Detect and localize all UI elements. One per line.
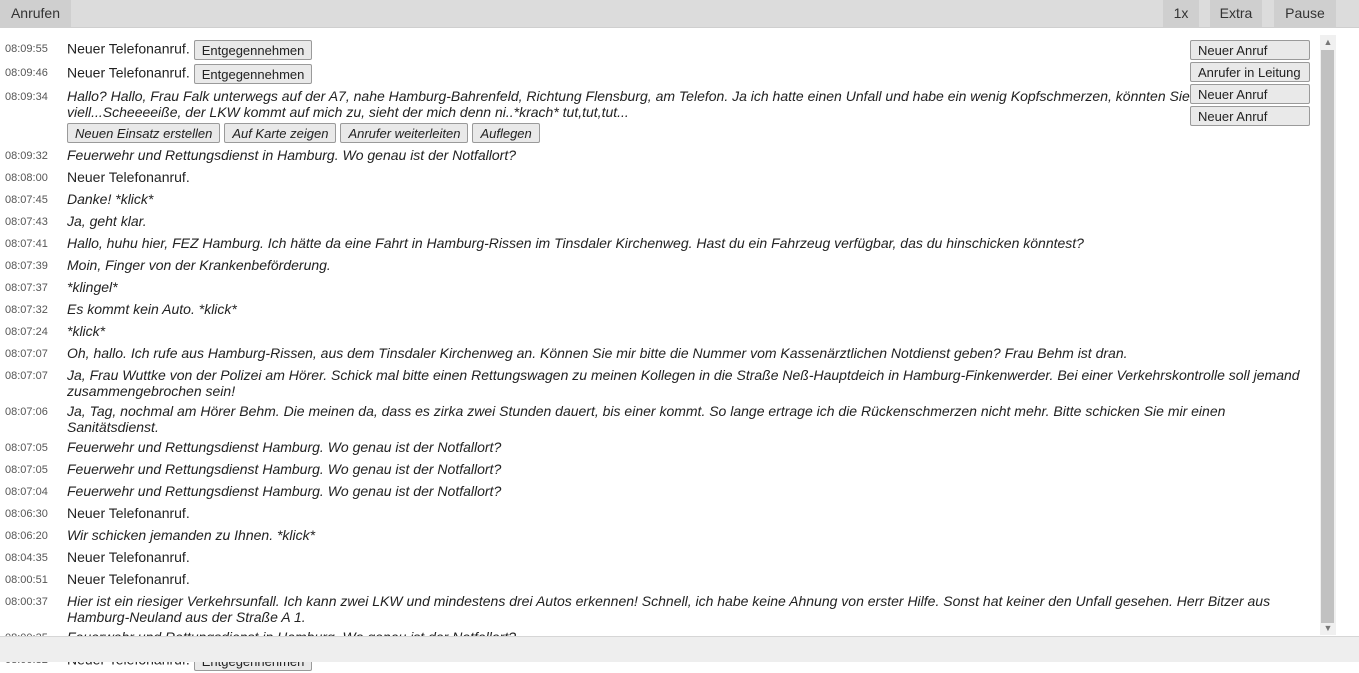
log-row [0, 547, 1320, 567]
speed-button[interactable]: 1x [1163, 0, 1199, 27]
log-message-text: Danke! *klick* [67, 191, 154, 207]
call-log-panel [0, 28, 1320, 636]
log-message [67, 343, 1307, 361]
log-row [0, 569, 1320, 589]
log-row [0, 233, 1320, 253]
log-row [0, 343, 1320, 363]
log-row [0, 211, 1320, 231]
incoming-calls-panel [1190, 40, 1310, 128]
log-timestamp: 08:07:37 [5, 282, 48, 294]
log-message-text: Hallo? Hallo, Frau Falk unterwegs auf der A7, nahe Hamburg-Bahrenfeld, Richtung Flensburg, am Telefon. Ja ich hatte einen Unfall und habe ein wenig Kopfschmerzen, könnten Sie viell...Scheeeeiße, der LKW kommt auf mich zu, sieht der mich denn ni..*krach* tut,tut,tut... [67, 88, 1190, 120]
log-message-text: Moin, Finger von der Krankenbeförderung. [67, 257, 331, 273]
log-timestamp: 08:07:05 [5, 464, 48, 476]
log-row [0, 321, 1320, 341]
log-message [67, 145, 1307, 163]
log-message [67, 255, 1307, 273]
log-message [67, 321, 1307, 339]
log-message-text: Feuerwehr und Rettungsdienst in Hamburg. Wo genau ist der Notfallort? [67, 147, 517, 163]
scroll-down-arrow-icon[interactable]: ▼ [1323, 623, 1333, 633]
log-message-text: Wir schicken jemanden zu Ihnen. *klick* [67, 527, 316, 543]
log-row [0, 401, 1320, 435]
log-timestamp: 08:07:04 [5, 486, 48, 498]
pause-button[interactable]: Pause [1274, 0, 1336, 27]
log-message [67, 365, 1307, 399]
log-row [0, 277, 1320, 297]
log-message-text: Neuer Telefonanruf. [67, 505, 190, 521]
log-message [67, 437, 1307, 455]
log-timestamp: 08:04:35 [5, 552, 48, 564]
show-map-button[interactable]: Auf Karte zeigen [224, 123, 336, 143]
log-timestamp: 08:09:34 [5, 91, 48, 103]
status-bar [0, 636, 1359, 662]
log-message-text: Ja, geht klar. [67, 213, 147, 229]
log-message [67, 86, 1307, 143]
log-message-text: Hier ist ein riesiger Verkehrsunfall. Ich kann zwei LKW und mindestens drei Autos erkennen! Schnell, ich habe keine Ahnung von erster Hilfe. Sonst hat keiner den Unfall gesehen. Herr Bitzer aus Hamburg-Neuland aus der Straße A 1. [67, 593, 1271, 625]
log-timestamp: 08:07:06 [5, 406, 48, 418]
log-timestamp: 08:07:45 [5, 194, 48, 206]
log-message [67, 62, 1307, 84]
log-message [67, 299, 1307, 317]
call-button-wrap [1190, 62, 1310, 82]
log-row [0, 145, 1320, 165]
log-message-text: Hallo, huhu hier, FEZ Hamburg. Ich hätte da eine Fahrt in Hamburg-Rissen im Tinsdaler Kirchenweg. Hast du ein Fahrzeug verfügbar, das du hinschicken könntest? [67, 235, 1084, 251]
log-message-text: Neuer Telefonanruf. [67, 549, 190, 565]
call-button-wrap [1190, 40, 1310, 60]
log-timestamp: 08:07:07 [5, 348, 48, 360]
log-message-text: Feuerwehr und Rettungsdienst Hamburg. Wo genau ist der Notfallort? [67, 461, 502, 477]
log-row [0, 86, 1320, 143]
log-timestamp: 08:09:32 [5, 150, 48, 162]
log-row [0, 481, 1320, 501]
scrollbar-thumb[interactable] [1321, 50, 1334, 623]
call-button-wrap [1190, 84, 1310, 104]
log-timestamp: 08:07:07 [5, 370, 48, 382]
log-message-text: Neuer Telefonanruf. [67, 40, 190, 57]
new-call-button[interactable]: Neuer Anruf [1190, 84, 1310, 104]
forward-caller-button[interactable]: Anrufer weiterleiten [340, 123, 468, 143]
log-message-text: Neuer Telefonanruf. [67, 64, 190, 81]
log-row [0, 437, 1320, 457]
caller-on-line-button[interactable]: Anrufer in Leitung [1190, 62, 1310, 82]
log-message [67, 211, 1307, 229]
log-row [0, 255, 1320, 275]
call-actions [67, 123, 1307, 143]
log-timestamp: 08:07:41 [5, 238, 48, 250]
tab-anrufen[interactable]: Anrufen [0, 0, 71, 27]
log-message-text: *klingel* [67, 279, 118, 295]
log-message [67, 401, 1307, 435]
log-row [0, 365, 1320, 399]
log-row [0, 189, 1320, 209]
log-timestamp: 08:07:32 [5, 304, 48, 316]
log-timestamp: 08:07:43 [5, 216, 48, 228]
call-log [0, 38, 1320, 673]
hang-up-button[interactable]: Auflegen [472, 123, 539, 143]
log-message [67, 547, 1307, 565]
log-message [67, 167, 1307, 185]
log-message [67, 591, 1307, 625]
log-row [0, 62, 1320, 84]
log-timestamp: 08:06:20 [5, 530, 48, 542]
new-call-button[interactable]: Neuer Anruf [1190, 106, 1310, 126]
log-message-text: Neuer Telefonanruf. [67, 169, 190, 185]
log-message-text: *klick* [67, 323, 106, 339]
log-timestamp: 08:09:55 [5, 43, 48, 55]
log-message [67, 38, 1307, 60]
log-row [0, 503, 1320, 523]
log-row [0, 459, 1320, 479]
log-timestamp: 08:00:51 [5, 574, 48, 586]
log-message [67, 481, 1307, 499]
log-message [67, 277, 1307, 295]
log-message-text: Ja, Frau Wuttke von der Polizei am Hörer. Schick mal bitte einen Rettungswagen zu meinen Kollegen in die Straße Neß-Hauptdeich in Hamburg-Finkenwerder. Bei einer Verkehrskontrolle soll jemand zusammengebrochen sein! [67, 367, 1300, 399]
log-message-text: Neuer Telefonanruf. [67, 571, 190, 587]
accept-call-button[interactable]: Entgegennehmen [194, 64, 313, 84]
log-message [67, 233, 1307, 251]
log-row [0, 167, 1320, 187]
new-incident-button[interactable]: Neuen Einsatz erstellen [67, 123, 220, 143]
log-timestamp: 08:09:46 [5, 67, 48, 79]
scrollbar[interactable] [1320, 35, 1336, 635]
log-timestamp: 08:08:00 [5, 172, 48, 184]
log-timestamp: 08:07:05 [5, 442, 48, 454]
call-button-wrap [1190, 106, 1310, 126]
log-timestamp: 08:07:39 [5, 260, 48, 272]
log-message [67, 525, 1307, 543]
scroll-up-arrow-icon[interactable]: ▲ [1323, 37, 1333, 47]
log-message-text: Es kommt kein Auto. *klick* [67, 301, 237, 317]
log-message [67, 459, 1307, 477]
log-message-text: Feuerwehr und Rettungsdienst Hamburg. Wo genau ist der Notfallort? [67, 439, 502, 455]
log-message [67, 189, 1307, 207]
log-timestamp: 08:00:37 [5, 596, 48, 608]
log-row [0, 591, 1320, 625]
new-call-button[interactable]: Neuer Anruf [1190, 40, 1310, 60]
log-row [0, 38, 1320, 60]
log-row [0, 299, 1320, 319]
log-message-text: Oh, hallo. Ich rufe aus Hamburg-Rissen, aus dem Tinsdaler Kirchenweg an. Können Sie mir bitte die Nummer vom Kassenärztlichen Notdienst geben? Frau Behm ist dran. [67, 345, 1128, 361]
log-row [0, 525, 1320, 545]
top-toolbar [0, 0, 1359, 28]
log-message-text: Ja, Tag, nochmal am Hörer Behm. Die meinen da, dass es zirka zwei Stunden dauert, bis einer kommt. So lange ertrage ich die Rückenschmerzen nicht mehr. Bitte schicken Sie mir einen Sanitätsdienst. [67, 403, 1226, 435]
log-message [67, 503, 1307, 521]
extra-button[interactable]: Extra [1210, 0, 1262, 27]
log-message-text: Feuerwehr und Rettungsdienst Hamburg. Wo genau ist der Notfallort? [67, 483, 502, 499]
accept-call-button[interactable]: Entgegennehmen [194, 40, 313, 60]
log-timestamp: 08:06:30 [5, 508, 48, 520]
log-timestamp: 08:07:24 [5, 326, 48, 338]
log-message [67, 569, 1307, 587]
